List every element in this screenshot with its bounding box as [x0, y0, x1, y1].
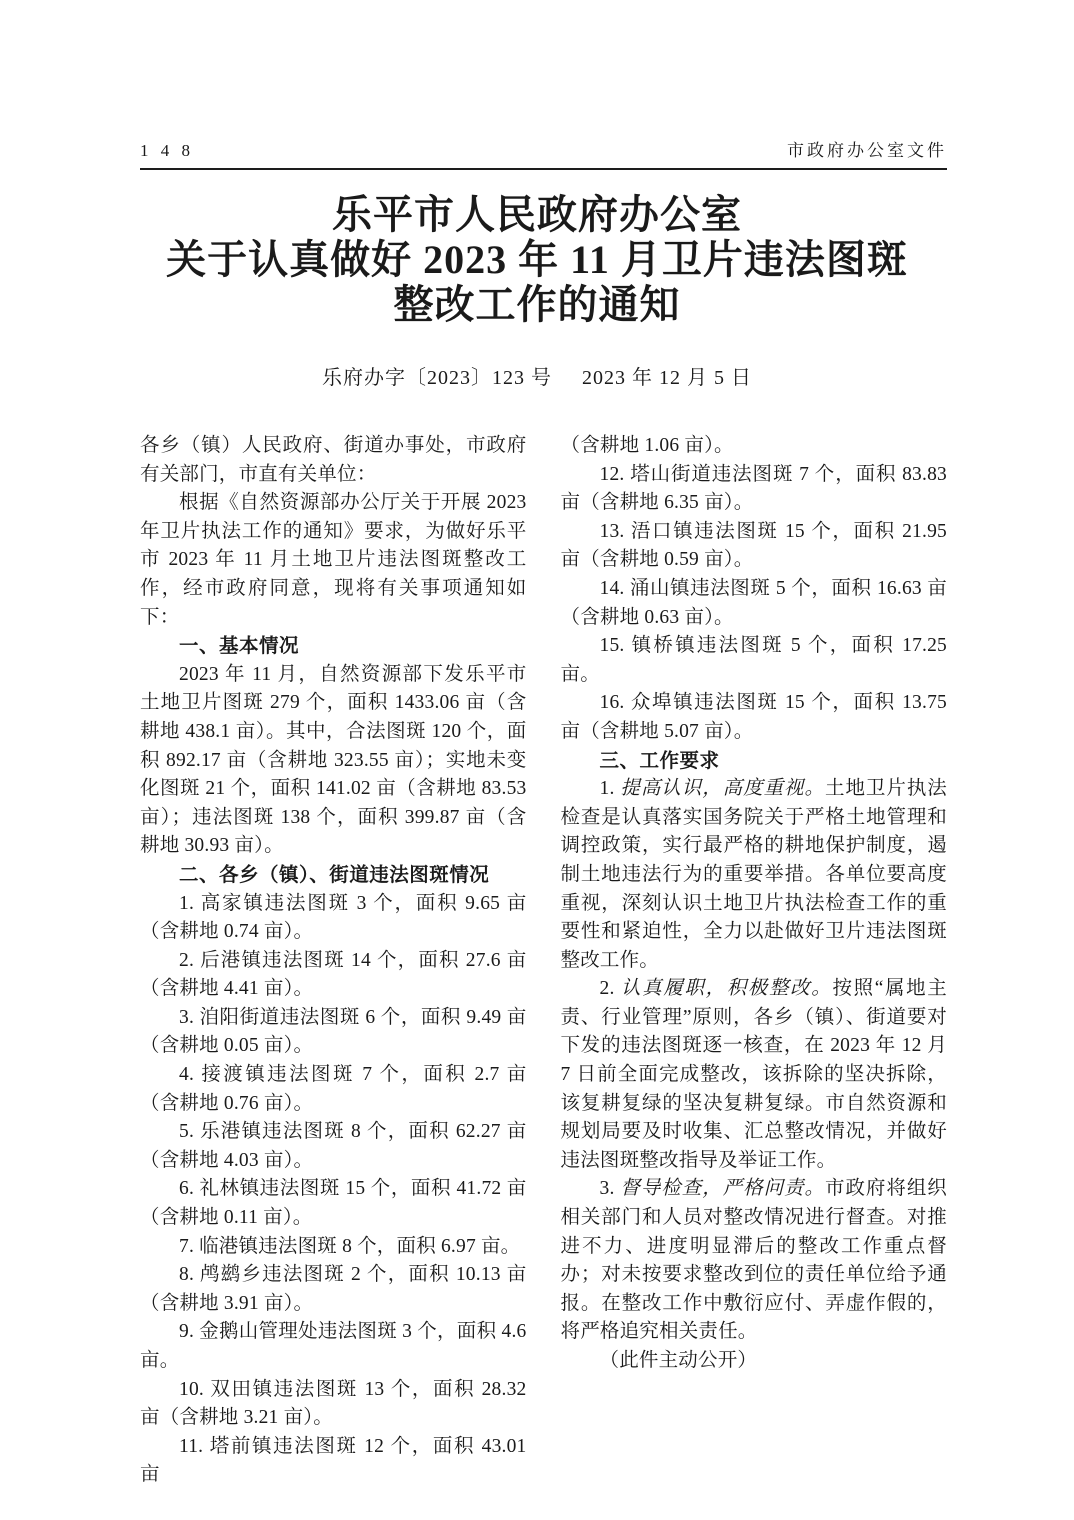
- violation-item-2: 2. 后港镇违法图斑 14 个，面积 27.6 亩（含耕地 4.41 亩）。: [140, 949, 527, 1000]
- violation-item-7: 7. 临港镇违法图斑 8 个，面积 6.97 亩。: [179, 1235, 521, 1257]
- violation-item-4: 4. 接渡镇违法图斑 7 个，面积 2.7 亩（含耕地 0.76 亩）。: [140, 1064, 527, 1114]
- document-title-line-3: 整改工作的通知: [393, 282, 681, 327]
- violation-item-13: 13. 浯口镇违法图斑 15 个，面积 21.95 亩（含耕地 0.59 亩）。: [560, 520, 947, 571]
- violation-item-6: 6. 礼林镇违法图斑 15 个，面积 41.72 亩（含耕地 0.11 亩）。: [140, 1178, 527, 1229]
- requirement-item-3-number: 3.: [599, 1178, 621, 1200]
- requirement-item-1-number: 1.: [599, 778, 621, 800]
- document-title-line-2: 关于认真做好 2023 年 11 月卫片违法图斑: [166, 237, 908, 282]
- requirement-item-2: [561, 975, 948, 1175]
- document-body: [140, 432, 947, 1490]
- requirement-item-2-text: 按照“属地主责、行业管理”原则，各乡（镇）、街道要对下发的违法图斑逐一核查，在 2023 年 12 月 7 日前全面完成整改，该拆除的坚决拆除，该复耕复绿的坚决复耕复绿。市自然资源和规划局要及时收集、汇总整改情况，并做好违法图斑整改指导及举证工作。: [560, 978, 947, 1171]
- violation-item-14: 14. 涌山镇违法图斑 5 个，面积 16.63 亩（含耕地 0.63 亩）。: [560, 577, 947, 628]
- violation-item-10: 10. 双田镇违法图斑 13 个，面积 28.32 亩（含耕地 3.21 亩）。: [140, 1378, 527, 1429]
- violation-item-1: 1. 高家镇违法图斑 3 个，面积 9.65 亩（含耕地 0.74 亩）。: [140, 892, 527, 943]
- violation-item-5: 5. 乐港镇违法图斑 8 个，面积 62.27 亩（含耕地 4.03 亩）。: [140, 1121, 527, 1171]
- requirement-item-1-lead: 提高认识，高度重视。: [620, 778, 825, 800]
- doc-date: 2023 年 12 月 5 日: [582, 367, 752, 389]
- section-2-heading: 二、各乡（镇）、街道违法图斑情况: [179, 863, 490, 886]
- running-header: [140, 136, 947, 170]
- page-number: 1 4 8: [140, 141, 194, 160]
- header-doc-type-label: 市政府办公室文件: [787, 141, 947, 160]
- violation-item-8: 8. 鸬鹚乡违法图斑 2 个，面积 10.13 亩（含耕地 3.91 亩）。: [140, 1264, 527, 1314]
- section-1-heading: 一、基本情况: [179, 635, 300, 658]
- requirement-item-1-text: 土地卫片执法检查是认真落实国务院关于严格土地管理和调控政策，实行最严格的耕地保护制度，遏制土地违法行为的重要举措。各单位要高度重视，深刻认识土地卫片执法检查工作的重要性和紧迫性，全力以赴做好卫片违法图斑整改工作。: [560, 778, 947, 971]
- requirement-item-2-lead: 认真履职，积极整改。: [621, 978, 833, 1000]
- requirement-item-2-number: 2.: [599, 978, 622, 1000]
- left-column: [140, 432, 527, 1490]
- violation-item-11-left-part: 11. 塔前镇违法图斑 12 个，面积 43.01 亩: [140, 1435, 527, 1486]
- document-title-line-1: 乐平市人民政府办公室: [332, 192, 742, 237]
- intro-paragraph: 根据《自然资源部办公厅关于开展 2023 年卫片执法工作的通知》要求，为做好乐平市 2023 年 11 月土地卫片违法图斑整改工作，经市政府同意，现将有关事项通知如下：: [140, 492, 527, 628]
- requirement-item-3: [561, 1175, 948, 1347]
- doc-number: 乐府办字〔2023〕123 号: [322, 367, 552, 389]
- violation-item-9: 9. 金鹅山管理处违法图斑 3 个，面积 4.6 亩。: [140, 1321, 527, 1371]
- violation-item-16: 16. 众埠镇违法图斑 15 个，面积 13.75 亩（含耕地 5.07 亩）。: [560, 692, 947, 742]
- requirement-item-3-text: 市政府将组织相关部门和人员对整改情况进行督查。对推进不力、进度明显滞后的整改工作重点督办；对未按要求整改到位的责任单位给予通报。在整改工作中敷衍应付、弄虚作假的，将严格追究相关责任。: [560, 1178, 947, 1343]
- salutation-paragraph: 各乡（镇）人民政府、街道办事处，市政府有关部门，市直有关单位：: [140, 435, 527, 485]
- section-1-paragraph: 2023 年 11 月，自然资源部下发乐平市土地卫片图斑 279 个，面积 1433.06 亩（含耕地 438.1 亩）。其中，合法图斑 120 个，面积 892.17 亩（含耕地 323.55 亩）；实地未变化图斑 21 个，面积 141.02 亩（含耕地 83.53 亩）；违法图斑 138 个，面积 399.87 亩（含耕地 30.93 亩）。: [140, 663, 527, 857]
- violation-item-11-continuation: （含耕地 1.06 亩）。: [560, 435, 734, 456]
- requirement-item-3-lead: 督导检查，严格问责。: [620, 1178, 825, 1200]
- document-title: [0, 192, 1074, 327]
- requirement-item-1: [561, 775, 948, 975]
- violation-item-15: 15. 镇桥镇违法图斑 5 个，面积 17.25 亩。: [560, 635, 947, 685]
- violation-item-3: 3. 洎阳街道违法图斑 6 个，面积 9.49 亩（含耕地 0.05 亩）。: [140, 1006, 527, 1057]
- right-column: [561, 432, 948, 1490]
- closing-note: （此件主动公开）: [599, 1350, 758, 1371]
- section-3-heading: 三、工作要求: [599, 749, 720, 772]
- doc-meta-line: [0, 361, 1074, 390]
- violation-item-12: 12. 塔山街道违法图斑 7 个，面积 83.83 亩（含耕地 6.35 亩）。: [560, 463, 947, 514]
